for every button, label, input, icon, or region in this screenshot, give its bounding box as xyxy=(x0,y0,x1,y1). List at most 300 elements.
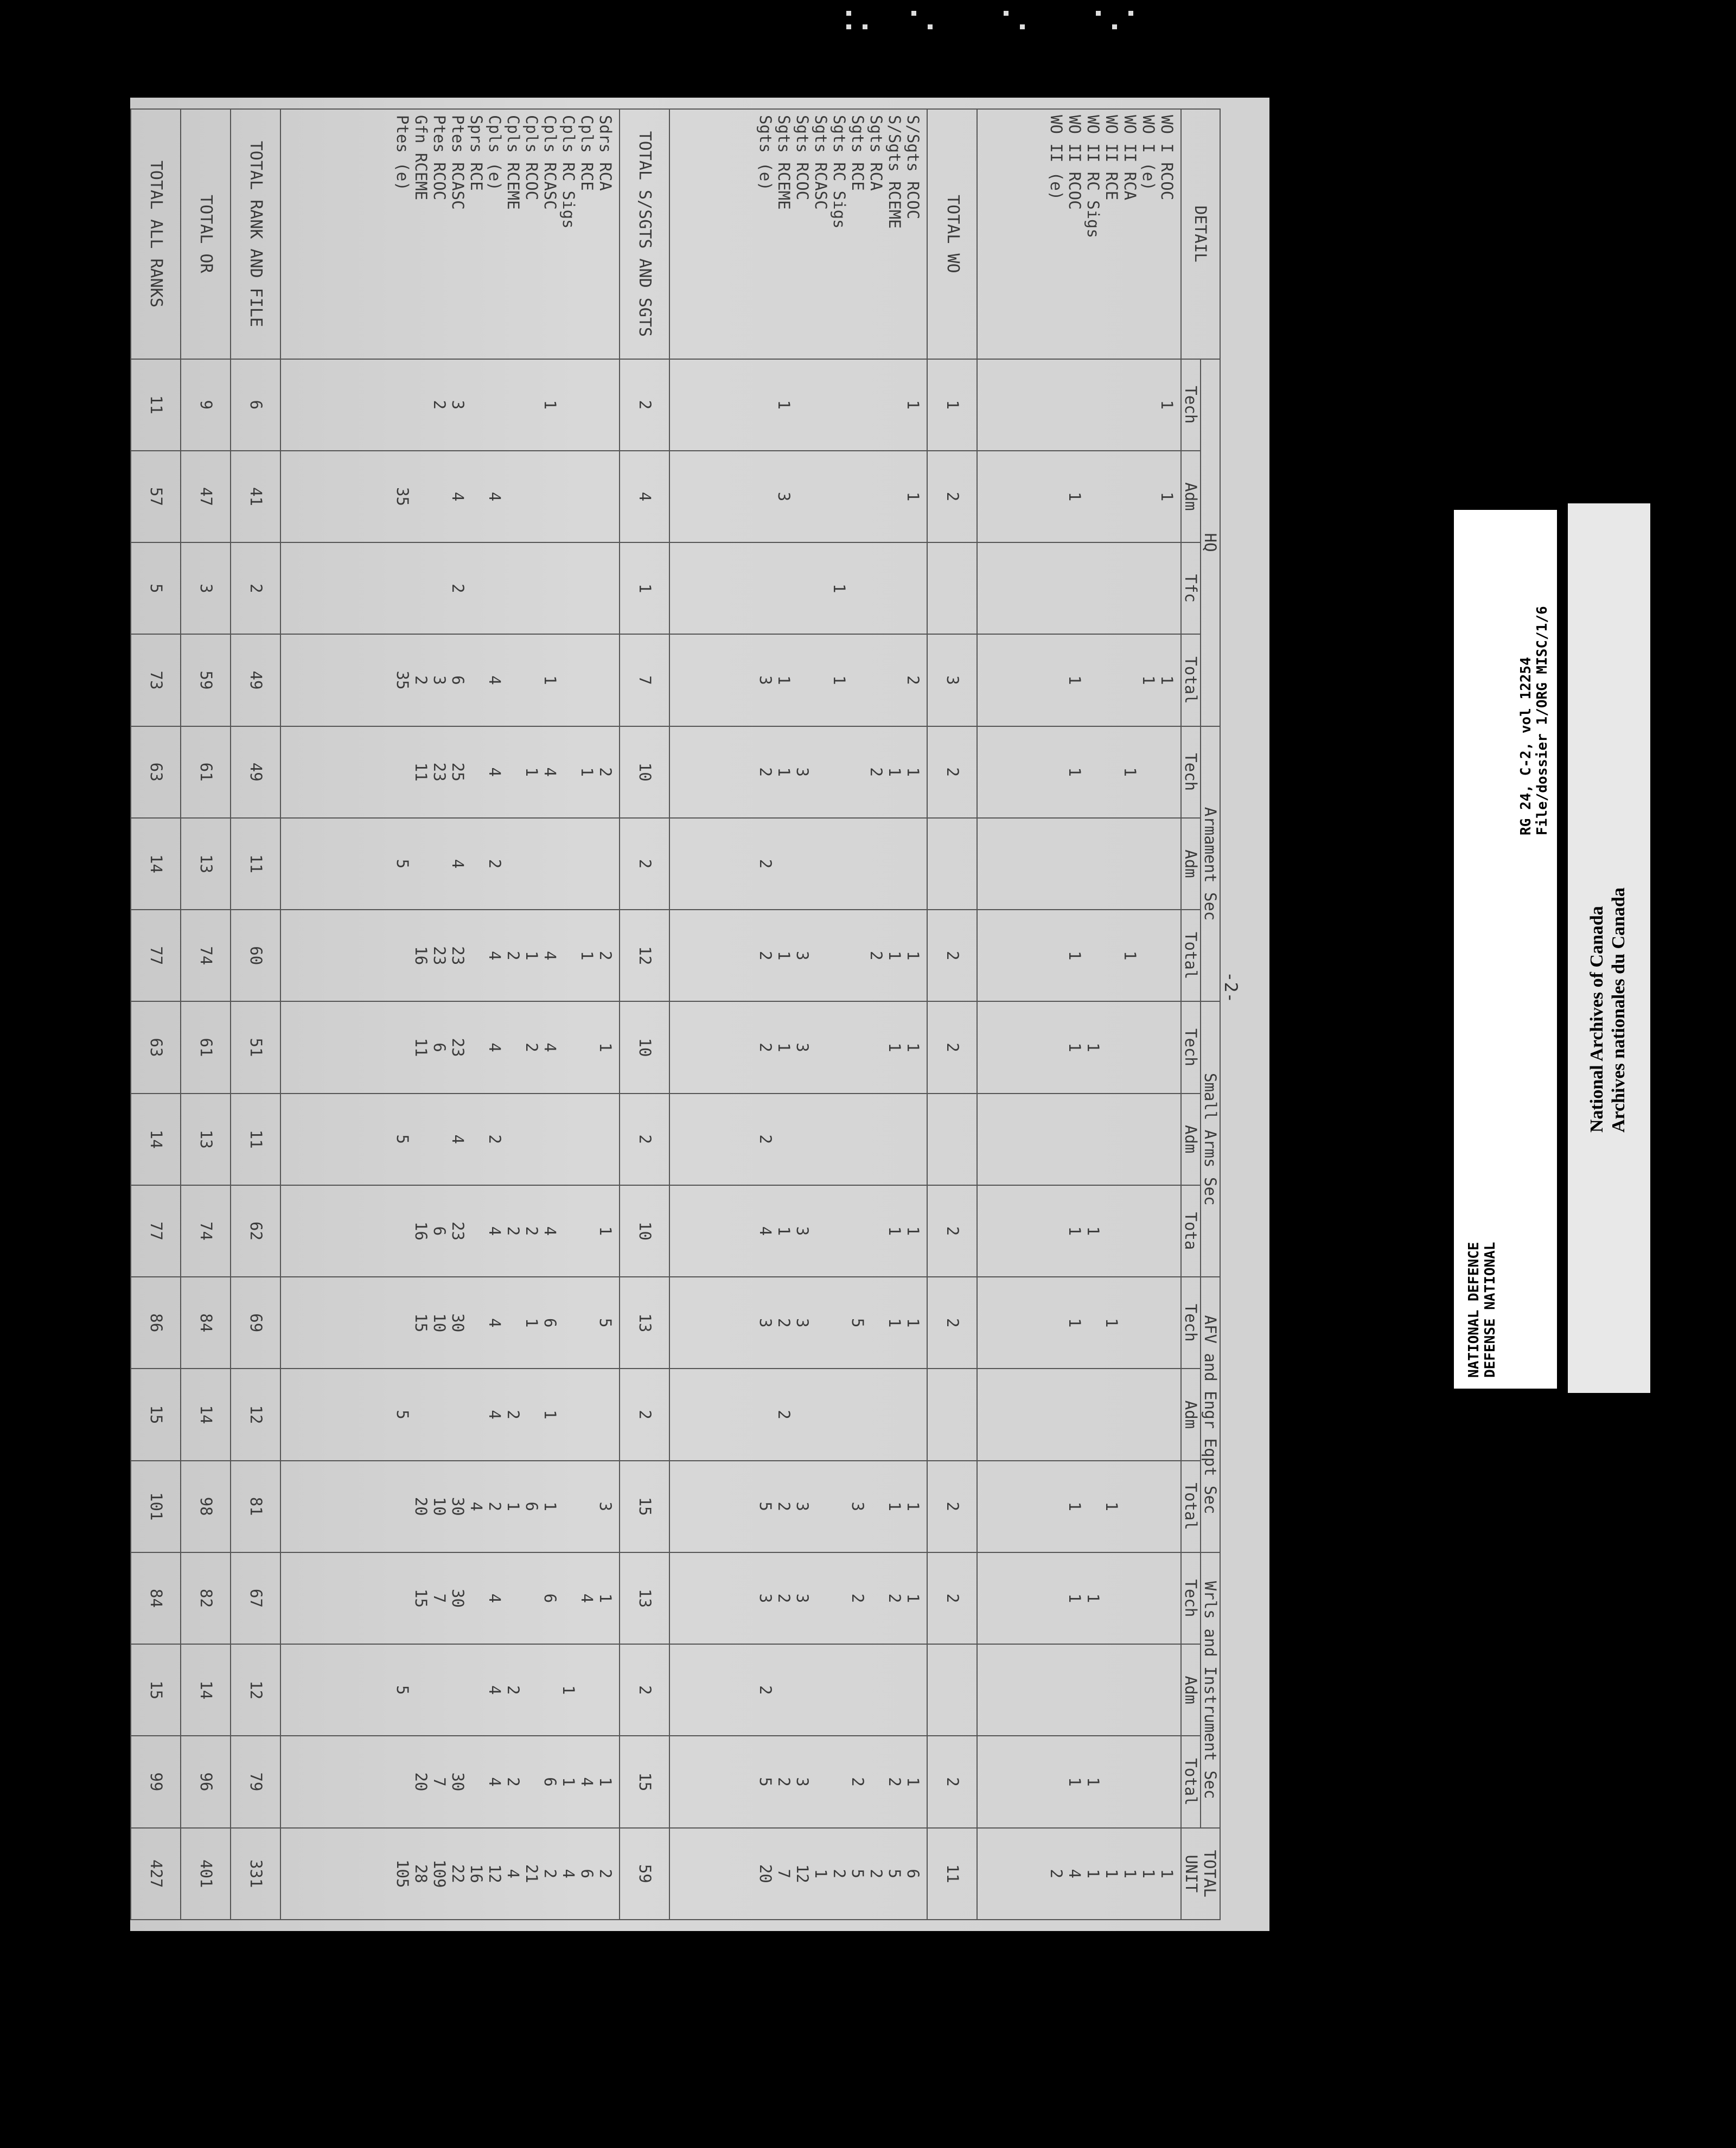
summary-cell: 61 xyxy=(181,726,231,818)
detail-lines xyxy=(280,109,620,359)
cell-value xyxy=(578,1281,596,1365)
detail-line: WO II RC Sigs xyxy=(1084,115,1102,238)
cell-value xyxy=(793,1372,812,1456)
cell-value: 2 xyxy=(885,1593,904,1603)
cell-value xyxy=(1084,1465,1102,1549)
summary-cell: 82 xyxy=(181,1552,231,1644)
detail-block-row xyxy=(280,109,620,1920)
cell-value: 1 xyxy=(522,1318,541,1328)
cell-value xyxy=(885,822,904,906)
page-number: -2- xyxy=(1221,971,1241,1003)
cell-value xyxy=(578,1097,596,1181)
cell-value xyxy=(793,638,812,722)
detail-line: Sgts RCE xyxy=(848,115,867,191)
value-cell xyxy=(669,1369,927,1460)
cell-value xyxy=(412,363,430,447)
cell-value: 1 xyxy=(904,1593,923,1603)
cell-value xyxy=(867,822,885,906)
cell-value xyxy=(430,1648,449,1732)
cell-value: 1 xyxy=(775,767,794,777)
value-cell xyxy=(977,1185,1181,1277)
cell-value xyxy=(1047,1189,1065,1273)
total-cell: 2 xyxy=(927,451,977,542)
cell-value xyxy=(830,1465,848,1549)
total-cell: 2 xyxy=(231,542,280,634)
cell-value xyxy=(522,638,541,722)
cell-value xyxy=(1139,363,1158,447)
value-cell xyxy=(977,910,1181,1001)
cell-value xyxy=(412,1648,430,1732)
total-label: TOTAL RANK AND FILE xyxy=(231,109,280,359)
cell-value xyxy=(1102,546,1121,630)
cell-value: 2 xyxy=(867,950,886,961)
cell-value xyxy=(467,913,486,998)
total-cell: 2 xyxy=(927,910,977,1001)
value-cell xyxy=(977,1828,1181,1920)
detail-line: WO II RCOC xyxy=(1065,115,1084,210)
total-cell: 1 xyxy=(620,542,669,634)
total-cell: 2 xyxy=(927,1736,977,1827)
cell-value: 5 xyxy=(848,1318,867,1328)
cell-value xyxy=(578,363,596,447)
value-cell xyxy=(280,1644,620,1736)
cell-value: 3 xyxy=(848,1501,867,1511)
cell-value xyxy=(848,363,867,447)
cell-value xyxy=(1047,1005,1065,1089)
cell-value xyxy=(1121,1372,1139,1456)
cell-value: 1 xyxy=(1121,767,1139,777)
header-sub: Total xyxy=(1181,1736,1201,1827)
summary-cell: 427 xyxy=(131,1828,181,1920)
cell-value: 3 xyxy=(793,1501,812,1511)
cell-value xyxy=(504,1097,522,1181)
value-cell xyxy=(280,1185,620,1277)
establishment-table xyxy=(130,108,1221,1920)
cell-value: 4 xyxy=(449,859,468,869)
total-cell: 331 xyxy=(231,1828,280,1920)
cell-value xyxy=(541,822,559,906)
total-cell: 2 xyxy=(927,726,977,818)
value-cell xyxy=(280,542,620,634)
detail-line: WO I RCOC xyxy=(1158,115,1176,201)
table-body xyxy=(131,109,1181,1920)
value-cell xyxy=(669,1736,927,1827)
cell-value: 16 xyxy=(412,1221,431,1241)
cell-value xyxy=(559,1005,578,1089)
cell-value xyxy=(1065,546,1084,630)
cell-value xyxy=(867,1556,885,1640)
cell-value xyxy=(867,546,885,630)
cell-value: 2 xyxy=(756,859,775,869)
cell-value: 4 xyxy=(541,767,560,777)
total-cell: 11 xyxy=(231,1094,280,1185)
cell-value: 4 xyxy=(578,1777,597,1787)
cell-value: 1 xyxy=(812,1869,831,1879)
summary-cell: 15 xyxy=(131,1644,181,1736)
detail-line: WO II RCA xyxy=(1121,115,1139,201)
cell-value: 3 xyxy=(793,1593,812,1603)
cell-value xyxy=(393,730,412,814)
cell-value: 20 xyxy=(756,1864,775,1883)
header-sub: Tota xyxy=(1181,1185,1201,1277)
cell-value xyxy=(467,1189,486,1273)
cell-value xyxy=(1139,1648,1158,1732)
summary-cell: 14 xyxy=(131,818,181,910)
cell-value xyxy=(559,1465,578,1549)
cell-value: 4 xyxy=(541,1226,560,1236)
cell-value xyxy=(1065,363,1084,447)
cell-value xyxy=(1084,1372,1102,1456)
cell-value xyxy=(1139,1281,1158,1365)
cell-value xyxy=(1084,1097,1102,1181)
total-cell: 11 xyxy=(231,818,280,910)
cell-value xyxy=(467,1281,486,1365)
cell-value xyxy=(1047,1740,1065,1824)
total-cell: 67 xyxy=(231,1552,280,1644)
cell-value: 1 xyxy=(541,1410,560,1420)
cell-value xyxy=(596,455,615,539)
summary-cell: 101 xyxy=(131,1461,181,1552)
cell-value: 3 xyxy=(756,1593,775,1603)
cell-value xyxy=(578,1005,596,1089)
cell-value xyxy=(430,1097,449,1181)
total-cell: 49 xyxy=(231,726,280,818)
cell-value: 3 xyxy=(756,1318,775,1328)
header-sub: Total xyxy=(1181,910,1201,1001)
cell-value xyxy=(522,455,541,539)
cell-value: 1 xyxy=(541,675,560,685)
detail-line: Ptes RCOC xyxy=(430,115,449,201)
cell-value xyxy=(1047,1465,1065,1549)
cell-value: 2 xyxy=(867,1869,886,1879)
cell-value xyxy=(1084,1648,1102,1732)
cell-value: 1 xyxy=(904,1501,923,1511)
value-cell xyxy=(669,1552,927,1644)
detail-line: Cpls (e) xyxy=(486,115,505,191)
cell-value: 1 xyxy=(1084,1226,1102,1236)
cell-value: 1 xyxy=(775,400,794,410)
value-cell xyxy=(669,1828,927,1920)
cell-value: 1 xyxy=(596,1593,615,1603)
summary-cell: 3 xyxy=(181,542,231,634)
cell-value: 1 xyxy=(1065,675,1084,685)
cell-value: 2 xyxy=(885,1777,904,1787)
cell-value xyxy=(812,822,830,906)
summary-label: TOTAL OR xyxy=(181,109,231,359)
value-cell xyxy=(280,359,620,451)
cell-value xyxy=(1121,363,1139,447)
cell-value: 1 xyxy=(904,767,923,777)
detail-line: Cpls RC Sigs xyxy=(559,115,578,229)
cell-value xyxy=(578,455,596,539)
cell-value: 1 xyxy=(1065,1043,1084,1052)
cell-value xyxy=(504,363,522,447)
cell-value xyxy=(885,1372,904,1456)
cell-value xyxy=(1139,913,1158,998)
cell-value xyxy=(578,1372,596,1456)
total-cell: 7 xyxy=(620,634,669,726)
cell-value: 11 xyxy=(412,1038,431,1057)
cell-value xyxy=(867,1740,885,1824)
cell-value xyxy=(393,1189,412,1273)
cell-value xyxy=(430,546,449,630)
cell-value: 23 xyxy=(449,1038,468,1057)
cell-value xyxy=(1084,822,1102,906)
total-cell: 1 xyxy=(927,359,977,451)
value-cell xyxy=(669,910,927,1001)
cell-value: 1 xyxy=(775,1043,794,1052)
cell-value: 1 xyxy=(1158,400,1176,410)
cell-value: 1 xyxy=(1102,1869,1121,1879)
total-cell: 12 xyxy=(231,1644,280,1736)
cell-value xyxy=(1121,1005,1139,1089)
cell-value: 2 xyxy=(756,1043,775,1052)
cell-value: 4 xyxy=(486,1777,505,1787)
header-sub: Tech xyxy=(1181,1001,1201,1093)
detail-line: Sgts RCOC xyxy=(793,115,812,201)
cell-value xyxy=(1121,1281,1139,1365)
cell-value: 2 xyxy=(412,675,431,685)
cell-value xyxy=(449,1372,467,1456)
cell-value xyxy=(1139,546,1158,630)
cell-value xyxy=(504,1005,522,1089)
cell-value xyxy=(775,1097,793,1181)
cell-value: 1 xyxy=(885,1043,904,1052)
cell-value xyxy=(867,455,885,539)
film-frame-marks xyxy=(846,0,1172,33)
section-total-row xyxy=(620,109,669,1920)
cell-value: 1 xyxy=(775,950,794,961)
header-group: AFV and Engr Eqpt Sec xyxy=(1201,1277,1220,1552)
value-cell xyxy=(669,726,927,818)
cell-value xyxy=(1102,1556,1121,1640)
cell-value xyxy=(812,1556,830,1640)
cell-value: 21 xyxy=(522,1864,541,1883)
value-cell xyxy=(280,1736,620,1827)
cell-value xyxy=(812,1648,830,1732)
cell-value xyxy=(578,546,596,630)
cell-value xyxy=(1102,1740,1121,1824)
cell-value: 2 xyxy=(775,1318,794,1328)
cell-value xyxy=(541,455,559,539)
cell-value: 4 xyxy=(541,950,560,961)
cell-value xyxy=(393,1556,412,1640)
detail-line: Cpls RCOC xyxy=(522,115,541,201)
summary-cell: 401 xyxy=(181,1828,231,1920)
cell-value xyxy=(393,913,412,998)
cell-value xyxy=(867,1648,885,1732)
cell-value: 25 xyxy=(449,762,468,782)
cell-value xyxy=(596,1648,615,1732)
cell-value xyxy=(522,546,541,630)
total-cell: 49 xyxy=(231,634,280,726)
cell-value: 7 xyxy=(775,1869,794,1879)
total-cell: 2 xyxy=(620,1369,669,1460)
value-cell xyxy=(977,1001,1181,1093)
cell-value xyxy=(793,546,812,630)
cell-value xyxy=(848,1005,867,1089)
cell-value xyxy=(559,822,578,906)
cell-value xyxy=(812,1740,830,1824)
cell-value: 1 xyxy=(1139,1869,1158,1879)
cell-value: 1 xyxy=(1084,1043,1102,1052)
total-cell: 11 xyxy=(927,1828,977,1920)
cell-value: 4 xyxy=(486,1043,505,1052)
summary-cell: 74 xyxy=(181,1185,231,1277)
summary-cell: 99 xyxy=(131,1736,181,1827)
cell-value: 5 xyxy=(596,1318,615,1328)
cell-value: 4 xyxy=(504,1869,523,1879)
cell-value: 1 xyxy=(885,950,904,961)
stamp-defence-fr: DEFENSE NATIONAL xyxy=(1482,1242,1498,1378)
cell-value xyxy=(1047,1372,1065,1456)
cell-value xyxy=(1121,1740,1139,1824)
cell-value: 3 xyxy=(793,767,812,777)
cell-value xyxy=(1065,1372,1084,1456)
cell-value: 2 xyxy=(486,859,505,869)
summary-cell: 84 xyxy=(181,1277,231,1369)
cell-value: 4 xyxy=(486,767,505,777)
cell-value: 1 xyxy=(1084,1777,1102,1787)
cell-value: 5 xyxy=(393,1410,412,1420)
cell-value: 3 xyxy=(793,950,812,961)
value-cell xyxy=(977,451,1181,542)
cell-value xyxy=(504,822,522,906)
cell-value xyxy=(756,455,775,539)
archive-name-en: National Archives of Canada xyxy=(1587,906,1607,1133)
cell-value xyxy=(596,638,615,722)
cell-value: 1 xyxy=(775,675,794,685)
cell-value xyxy=(1121,1556,1139,1640)
cell-value: 4 xyxy=(578,1593,597,1603)
cell-value xyxy=(559,1097,578,1181)
cell-value xyxy=(504,730,522,814)
header-sub: Adm xyxy=(1181,451,1201,542)
cell-value xyxy=(1047,822,1065,906)
cell-value xyxy=(1158,1372,1176,1456)
cell-value: 2 xyxy=(486,1134,505,1144)
detail-line: Sdrs RCA xyxy=(596,115,615,191)
cell-value: 1 xyxy=(830,675,849,685)
cell-value: 7 xyxy=(430,1777,449,1787)
cell-value: 3 xyxy=(449,400,468,410)
cell-value xyxy=(559,1189,578,1273)
cell-value xyxy=(1121,638,1139,722)
archive-name-label xyxy=(1568,503,1650,1393)
summary-cell: 15 xyxy=(131,1369,181,1460)
cell-value xyxy=(830,1648,848,1732)
cell-value: 2 xyxy=(830,1869,849,1879)
cell-value: 1 xyxy=(1121,950,1139,961)
header-sub: Tfc xyxy=(1181,542,1201,634)
total-cell: 59 xyxy=(620,1828,669,1920)
cell-value xyxy=(504,1281,522,1365)
cell-value xyxy=(830,822,848,906)
cell-value: 12 xyxy=(793,1864,812,1883)
cell-value xyxy=(393,363,412,447)
cell-value xyxy=(848,1648,867,1732)
cell-value: 1 xyxy=(1158,1869,1176,1879)
cell-value: 4 xyxy=(486,1685,505,1695)
cell-value: 2 xyxy=(756,1685,775,1695)
cell-value xyxy=(596,1097,615,1181)
cell-value xyxy=(412,1097,430,1181)
archive-name-fr: Archives nationales du Canada xyxy=(1609,887,1629,1133)
cell-value xyxy=(793,1097,812,1181)
cell-value: 5 xyxy=(756,1501,775,1511)
cell-value: 30 xyxy=(449,1497,468,1516)
value-cell xyxy=(977,1094,1181,1185)
cell-value xyxy=(1047,455,1065,539)
cell-value: 1 xyxy=(1139,675,1158,685)
cell-value: 1 xyxy=(1084,1593,1102,1603)
cell-value: 16 xyxy=(412,946,431,966)
cell-value xyxy=(1047,546,1065,630)
value-cell xyxy=(669,1001,927,1093)
rotated-table-container xyxy=(125,108,1242,1920)
summary-cell: 5 xyxy=(131,542,181,634)
cell-value xyxy=(885,455,904,539)
cell-value xyxy=(541,1648,559,1732)
cell-value: 4 xyxy=(486,1318,505,1328)
cell-value: 105 xyxy=(393,1859,412,1888)
cell-value: 2 xyxy=(504,1777,523,1787)
cell-value: 1 xyxy=(1065,1318,1084,1328)
cell-value: 1 xyxy=(904,1318,923,1328)
cell-value xyxy=(775,822,793,906)
header-sub: Tech xyxy=(1181,726,1201,818)
total-cell: 2 xyxy=(927,1461,977,1552)
cell-value: 1 xyxy=(1084,1869,1102,1879)
cell-value xyxy=(867,1097,885,1181)
summary-cell: 63 xyxy=(131,1001,181,1093)
total-cell: 2 xyxy=(927,1185,977,1277)
header-sub: Tech xyxy=(1181,1552,1201,1644)
cell-value: 3 xyxy=(775,491,794,502)
header-group: Small Arms Sec xyxy=(1201,1001,1220,1277)
detail-line: Cpls RCEME xyxy=(504,115,523,210)
value-cell xyxy=(280,1001,620,1093)
cell-value xyxy=(904,546,922,630)
cell-value xyxy=(596,546,615,630)
detail-line: Sgts RCA xyxy=(867,115,886,191)
cell-value: 4 xyxy=(486,675,505,685)
total-cell: 10 xyxy=(620,1001,669,1093)
stamp-defence-en: NATIONAL DEFENCE xyxy=(1466,1242,1482,1378)
cell-value: 1 xyxy=(578,767,597,777)
cell-value xyxy=(848,730,867,814)
cell-value xyxy=(812,1097,830,1181)
cell-value: 4 xyxy=(1065,1869,1084,1879)
cell-value xyxy=(596,363,615,447)
cell-value xyxy=(596,1372,615,1456)
cell-value xyxy=(1102,1189,1121,1273)
total-cell: 12 xyxy=(231,1369,280,1460)
total-cell: 2 xyxy=(927,1277,977,1369)
section-total-row xyxy=(927,109,977,1920)
cell-value: 20 xyxy=(412,1772,431,1792)
cell-value xyxy=(830,730,848,814)
cell-value xyxy=(449,1648,467,1732)
summary-cell: 86 xyxy=(131,1277,181,1369)
cell-value xyxy=(812,1372,830,1456)
cell-value xyxy=(775,1648,793,1732)
cell-value xyxy=(486,546,504,630)
cell-value xyxy=(830,1097,848,1181)
total-cell: 10 xyxy=(620,1185,669,1277)
cell-value xyxy=(1121,1648,1139,1732)
value-cell xyxy=(280,1094,620,1185)
